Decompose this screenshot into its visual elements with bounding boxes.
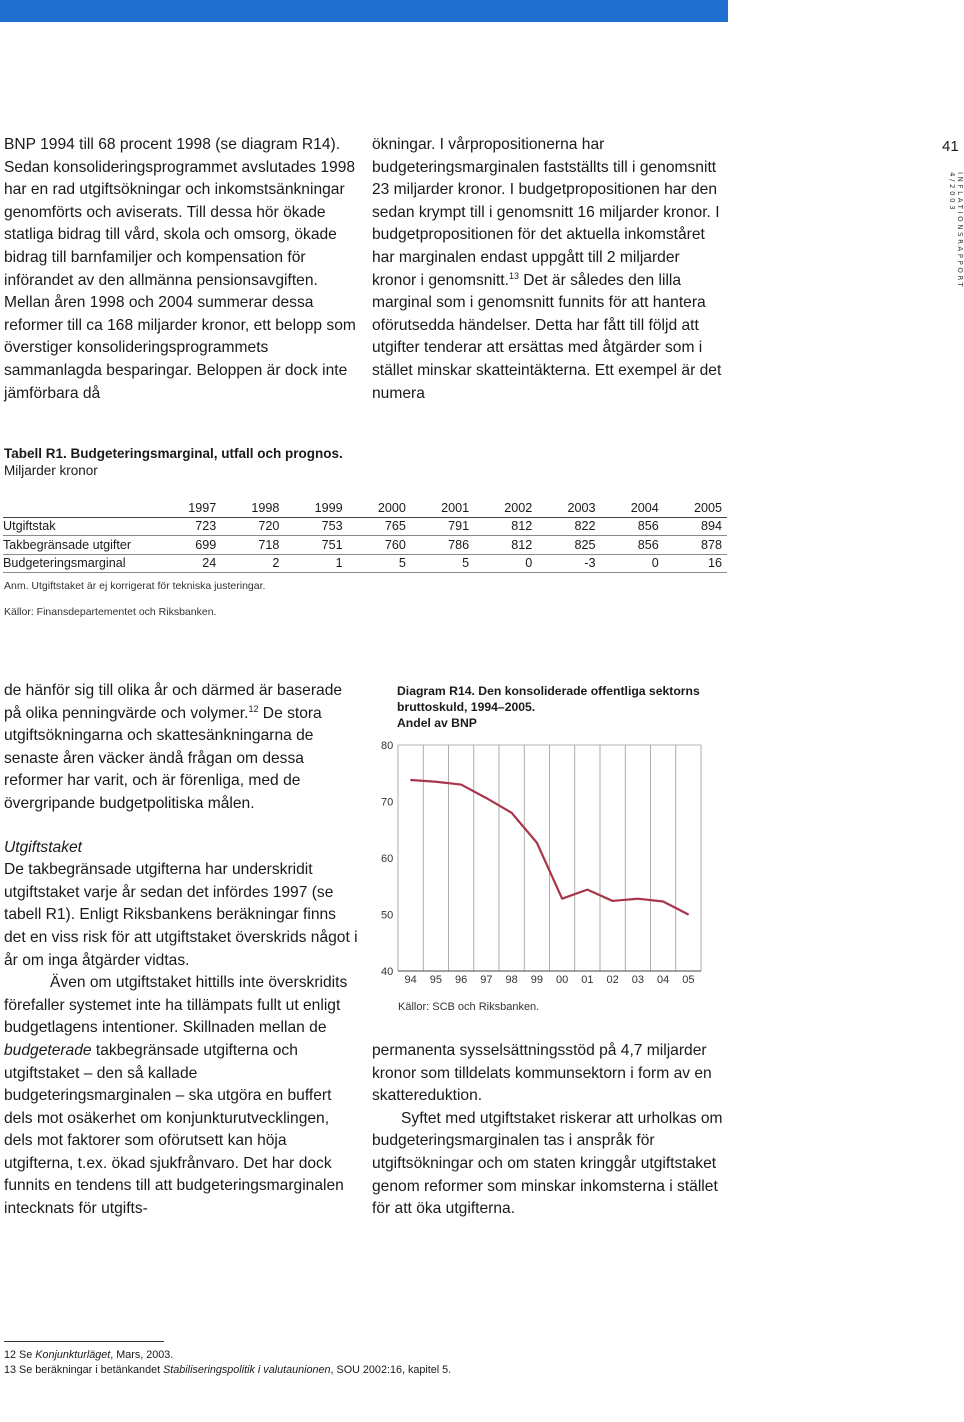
table-cell: 0 — [601, 554, 664, 573]
table-title: Tabell R1. Budgeteringsmarginal, utfall och prognos. — [4, 446, 343, 461]
footnote-12 — [4, 1348, 173, 1362]
data-point — [486, 798, 487, 799]
table-cell: 765 — [348, 517, 411, 536]
table-subtitle: Miljarder kronor — [4, 463, 98, 478]
table-header-year: 2004 — [601, 499, 664, 517]
table-row — [3, 536, 727, 555]
table-cell: 825 — [537, 536, 600, 555]
table-cell: 760 — [348, 536, 411, 555]
data-point — [511, 812, 512, 813]
fn-num: 13 — [4, 1364, 17, 1376]
y-tick-label: 40 — [381, 966, 394, 978]
fn-post: , SOU 2002:16, kapitel 5. — [330, 1364, 452, 1376]
left-bottom-paragraph-1 — [4, 680, 360, 816]
y-tick-label: 60 — [381, 853, 394, 865]
fn-pre: Se beräkningar i betänkandet — [16, 1364, 164, 1376]
x-tick-label: 99 — [530, 974, 543, 986]
table-header-year: 1998 — [221, 499, 284, 517]
table-cell: 1 — [284, 554, 347, 573]
table-cell: 5 — [348, 554, 411, 573]
right-bottom-paragraph-2: Syftet med utgiftstaket riskerar att urholkas om budgeteringsmarginalen tas i anspråk för utgiftsökningar och om staten kringgår utgiftstaket genom reformer som minskar inkomsterna i stället för att öka utgifterna. — [372, 1109, 723, 1218]
table-header-year: 2001 — [411, 499, 474, 517]
lb-p3-italic: budgeterade — [4, 1041, 92, 1059]
data-point — [612, 900, 613, 901]
fn-pre: Se — [16, 1349, 36, 1361]
table-header-row — [3, 499, 727, 517]
table-cell: 0 — [474, 554, 537, 573]
x-tick-label: 04 — [657, 974, 670, 986]
table-cell: 753 — [284, 517, 347, 536]
table-cell: 2 — [221, 554, 284, 573]
right-top-text-2: Det är således den lilla marginal som i genomsnitt funnits för att hantera oförutsedda händelser. Detta har fått till följd att utgifter tenderar att ersättas med åtgärder som i stället minskar skatteintäkterna. Ett exempel är det numera — [372, 271, 722, 402]
table-cell: 751 — [284, 536, 347, 555]
right-bottom-paragraph-1: permanenta sysselsättningsstöd på 4,7 miljarder kronor som tilldelats kommunsektorn i form av en skattereduktion. — [372, 1042, 712, 1105]
data-point — [435, 781, 436, 782]
x-tick-label: 96 — [455, 974, 468, 986]
table-cell: -3 — [537, 554, 600, 573]
table-source: Källor: Finansdepartementet och Riksbanken. — [4, 606, 217, 618]
table-cell: 718 — [221, 536, 284, 555]
table-cell: 812 — [474, 517, 537, 536]
lb-p3-text-1: Även om utgiftstaket hittills inte överskridits förefaller systemet inte ha tillämpats fullt ut enligt budgetlagens intentioner. Skillnaden mellan de — [4, 974, 348, 1037]
table-row — [3, 517, 727, 536]
fn-italic: Konjunkturläget — [35, 1349, 111, 1361]
table-cell: 786 — [411, 536, 474, 555]
section-heading: Utgiftstaket — [4, 838, 82, 856]
page-number: 41 — [942, 138, 959, 155]
table-cell: 24 — [158, 554, 221, 573]
table-cell: 16 — [664, 554, 727, 573]
footnote-ref-12: 12 — [248, 703, 259, 714]
lb-text-1: de hänför sig till olika år och därmed är baserade på olika penningvärde och volymer. — [4, 682, 343, 722]
footnote-13 — [4, 1363, 451, 1377]
table-note: Anm. Utgiftstaket är ej korrigerat för tekniska justeringar. — [4, 580, 266, 592]
x-tick-label: 01 — [581, 974, 594, 986]
footnote-divider — [4, 1341, 164, 1342]
left-top-paragraph: BNP 1994 till 68 procent 1998 (se diagram R14). Sedan konsolideringsprogrammet avslutades 1998 har en rad utgiftsökningar och inkomstsänkningar genomförts och aviserats. Till dessa hör ökade statliga bidrag till vård, skola och omsorg, ökade bidrag till barnfamiljer och kompensation för införandet av den allmänna pensionsavgiften. Mellan åren 1998 och 2004 summerar dessa reformer till ca 168 miljarder kronor, ett belopp som överstiger konsolideringsprogrammets sammanlagda besparingar. Beloppen är dock inte jämförbara då — [4, 136, 356, 402]
left-top-column — [4, 134, 360, 405]
x-tick-label: 03 — [631, 974, 644, 986]
data-point — [637, 898, 638, 899]
table-cell: 791 — [411, 517, 474, 536]
table-header-year: 1997 — [158, 499, 221, 517]
table-header-year: 2000 — [348, 499, 411, 517]
chart-area — [375, 735, 715, 995]
data-point — [663, 901, 664, 902]
data-point — [587, 889, 588, 890]
table-row-label: Utgiftstak — [3, 517, 158, 536]
x-tick-label: 97 — [480, 974, 493, 986]
footnote-ref-13: 13 — [508, 270, 519, 281]
x-tick-label: 00 — [556, 974, 569, 986]
left-bottom-paragraph-3 — [4, 972, 360, 1221]
data-point — [410, 779, 411, 780]
chart-title-block — [397, 683, 717, 731]
left-bottom-paragraph-2: De takbegränsade utgifterna har underskridit utgiftstaket varje år sedan det infördes 1997 (se tabell R1). Enligt Riksbankens beräkningar finns det en viss risk för att utgiftstaket överskrids något i år om inga åtgärder vidtas. — [4, 861, 358, 969]
chart-subtitle: Andel av BNP — [397, 716, 477, 730]
budget-table — [3, 499, 727, 573]
table-cell: 699 — [158, 536, 221, 555]
right-top-text-1: ökningar. I vårpropositionerna har budgeteringsmarginalen fastställts till i genomsnitt 23 miljarder kronor. I budgetpropositionen har den sedan krympt till i genomsnitt 16 miljarder kronor. I budgetpropositionen för det aktuella inkomståret har marginalen endast uppgått till 2 miljarder kronor i genomsnitt. — [372, 136, 720, 289]
table-header-year: 2005 — [664, 499, 727, 517]
table-header-blank — [3, 499, 158, 517]
y-tick-label: 80 — [381, 740, 394, 752]
x-tick-label: 94 — [404, 974, 417, 986]
data-point — [688, 914, 689, 915]
lb-p3-text-2: takbegränsade utgifterna och utgiftstaket – den så kallade budgeteringsmarginalen – ska utgöra en buffert dels mot osäkerhet om konjunkturutvecklingen, dels mot faktorer som oförutsett kan höja utgifterna, t.ex. ökad sjukfrånvaro. Det har dock funnits en tendens till att budgeteringsmarginalen intecknats för utgifts- — [4, 1041, 344, 1218]
data-point — [461, 784, 462, 785]
table-cell: 720 — [221, 517, 284, 536]
table-header-year: 2003 — [537, 499, 600, 517]
fn-num: 12 — [4, 1349, 17, 1361]
table-cell: 812 — [474, 536, 537, 555]
table-header-year: 1999 — [284, 499, 347, 517]
table-row — [3, 554, 727, 573]
y-tick-label: 70 — [381, 796, 394, 809]
x-tick-label: 05 — [682, 974, 695, 986]
debt-line-chart — [375, 735, 715, 990]
table-cell: 822 — [537, 517, 600, 536]
fn-post: , Mars, 2003. — [110, 1349, 174, 1361]
data-point — [562, 898, 563, 899]
table-row-label: Takbegränsade utgifter — [3, 536, 158, 555]
top-color-bar — [0, 0, 728, 22]
table-cell: 894 — [664, 517, 727, 536]
table-cell: 878 — [664, 536, 727, 555]
table-cell: 856 — [601, 536, 664, 555]
right-top-column — [372, 134, 728, 405]
right-top-paragraph — [372, 134, 728, 405]
data-point — [536, 842, 537, 843]
y-tick-label: 50 — [381, 909, 394, 922]
chart-title: Diagram R14. Den konsoliderade offentliga sektorns bruttoskuld, 1994–2005. — [397, 684, 700, 714]
table-cell: 856 — [601, 517, 664, 536]
x-tick-label: 02 — [606, 974, 619, 986]
x-tick-label: 95 — [429, 974, 442, 986]
chart-source: Källor: SCB och Riksbanken. — [398, 1001, 540, 1013]
right-bottom-column — [372, 1040, 728, 1221]
lb-text-2: De stora utgiftsökningarna och skattesänkningarna de senaste åren väcker ändå frågan om dessa reformer har varit, och är förenliga, med de övergripande budgetpolitiska målen. — [4, 704, 322, 812]
x-tick-label: 98 — [505, 974, 518, 986]
table-cell: 723 — [158, 517, 221, 536]
table-header-year: 2002 — [474, 499, 537, 517]
table-cell: 5 — [411, 554, 474, 573]
fn-italic: Stabiliseringspolitik i valutaunionen — [163, 1364, 331, 1376]
side-running-title: INFLATIONSRAPPORT 4/2003 — [948, 172, 964, 290]
table-row-label: Budgeteringsmarginal — [3, 554, 158, 573]
left-bottom-column — [4, 680, 360, 1221]
